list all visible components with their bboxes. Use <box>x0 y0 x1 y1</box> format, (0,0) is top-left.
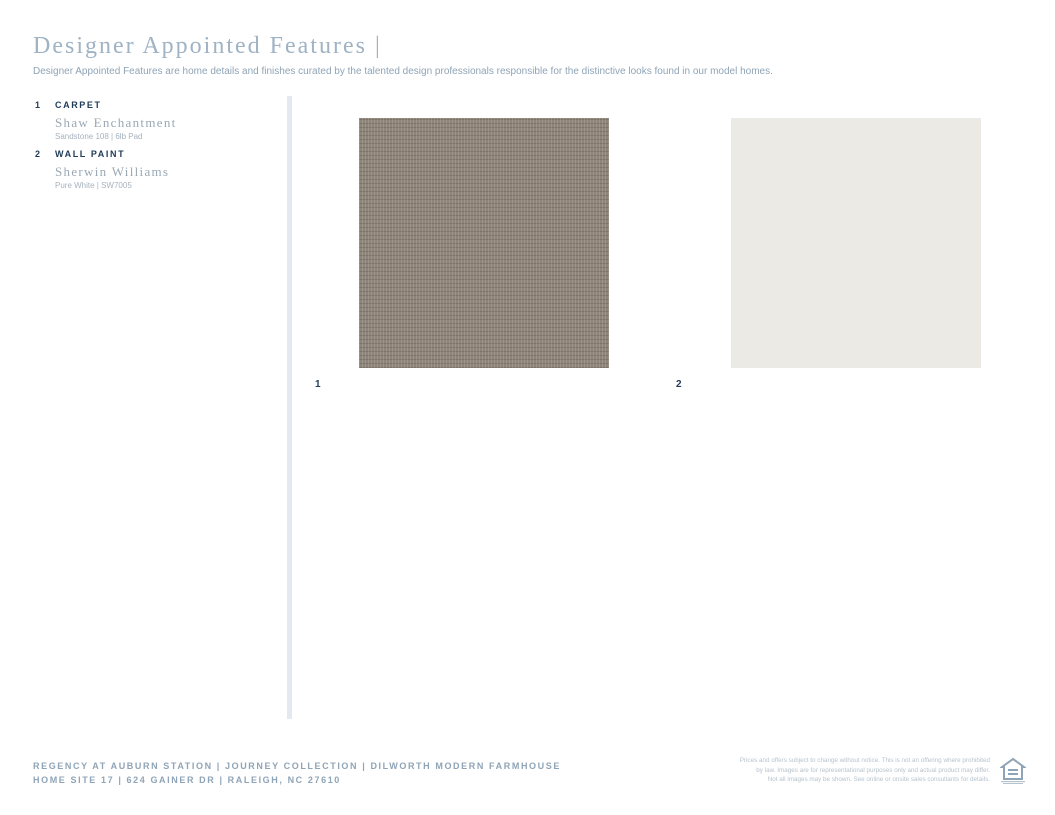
swatch-label-carpet: 1 <box>315 379 321 390</box>
feature-number: 2 <box>35 149 41 159</box>
footer-community-info <box>33 759 561 787</box>
footer-community-line: REGENCY AT AUBURN STATION | JOURNEY COLLECTION | DILWORTH MODERN FARMHOUSE <box>33 761 561 771</box>
feature-number: 1 <box>35 100 41 110</box>
carpet-swatch-image <box>359 118 609 368</box>
feature-detail: Pure White | SW7005 <box>55 181 132 190</box>
vertical-divider <box>287 96 292 719</box>
feature-item-wall-paint <box>35 149 275 190</box>
disclaimer-line: Not all images may be shown. See online or onsite sales consultants for details. <box>767 776 990 783</box>
feature-item-carpet <box>35 100 275 141</box>
feature-category: CARPET <box>55 100 102 110</box>
feature-detail: Sandstone 108 | 6lb Pad <box>55 132 143 141</box>
equal-housing-opportunity-icon <box>1000 757 1026 785</box>
footer-address-line: HOME SITE 17 | 624 GAINER DR | RALEIGH, NC 27610 <box>33 775 341 785</box>
page-subtitle: Designer Appointed Features are home details and finishes curated by the talented design professionals responsible for the distinctive looks found in our model homes. <box>33 66 773 77</box>
swatch-label-paint: 2 <box>676 379 682 390</box>
footer-disclaimer <box>660 756 990 785</box>
page-title: Designer Appointed Features | <box>33 33 382 59</box>
feature-category: WALL PAINT <box>55 149 126 159</box>
feature-list <box>35 100 275 198</box>
feature-brand: Sherwin Williams <box>55 164 170 179</box>
feature-brand: Shaw Enchantment <box>55 115 177 130</box>
disclaimer-line: Prices and offers subject to change without notice. This is not an offering where prohibited <box>739 757 990 764</box>
paint-swatch-image <box>731 118 981 368</box>
disclaimer-line: by law. Images are for representational purposes only and actual product may differ. <box>756 766 990 774</box>
